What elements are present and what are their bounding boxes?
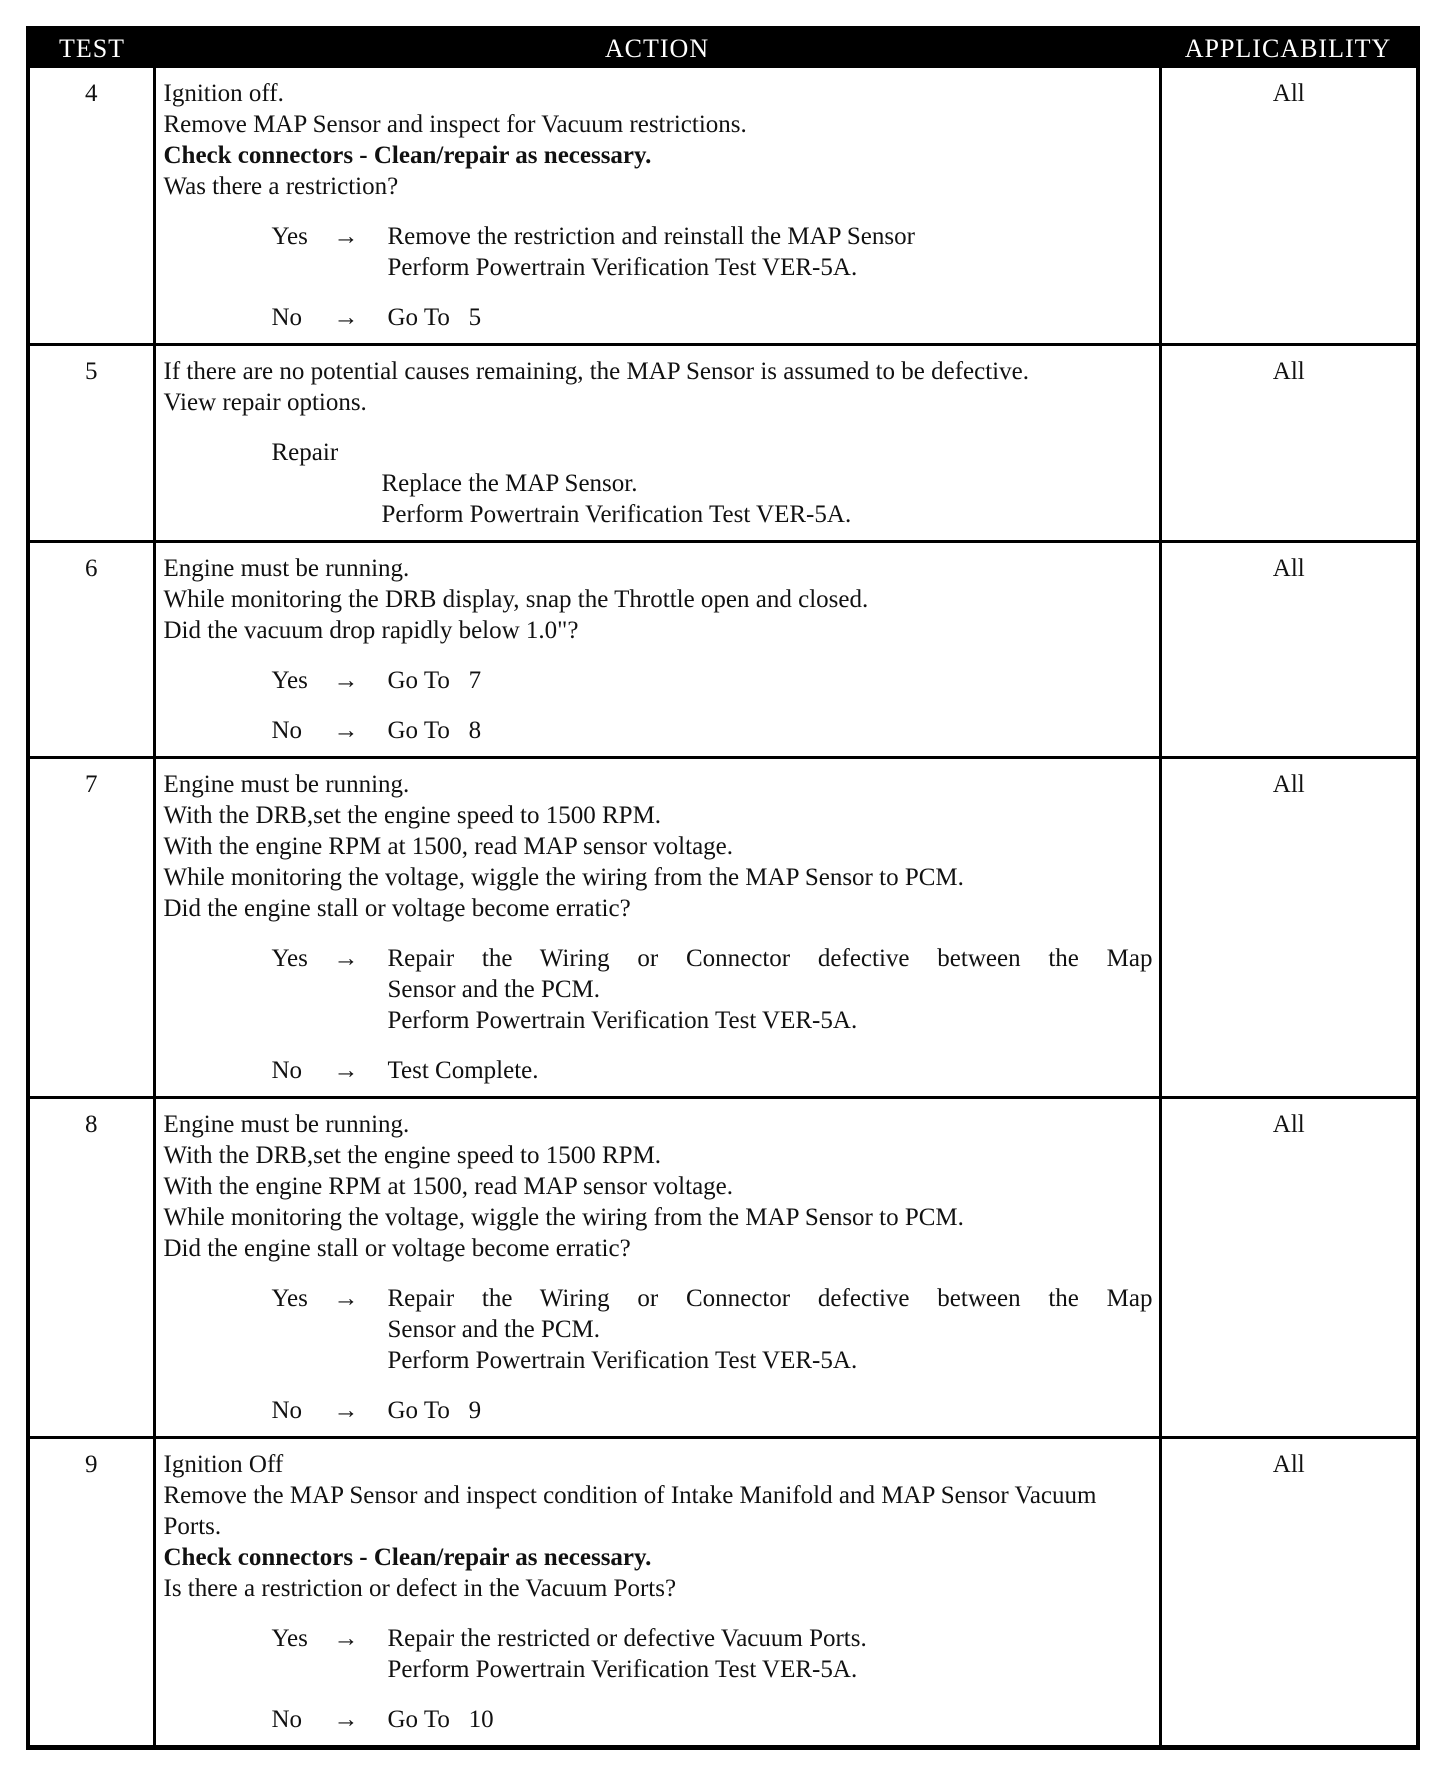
action-line: Engine must be running. — [163, 1111, 410, 1138]
repair-line: Replace the MAP Sensor. — [381, 470, 638, 497]
answer-options — [164, 1283, 1153, 1426]
action-line: Remove the MAP Sensor and inspect condition of Intake Manifold and MAP Sensor Vacuum Ports. — [163, 1482, 1097, 1540]
diagnostic-test-table — [30, 30, 1416, 1745]
option-response — [388, 943, 1153, 1036]
answer-label: No — [271, 1706, 303, 1733]
action-line: While monitoring the voltage, wiggle the wiring from the MAP Sensor to PCM. — [163, 1204, 964, 1231]
action-line: With the engine RPM at 1500, read MAP sensor voltage. — [163, 833, 734, 860]
answer-label: No — [271, 304, 303, 331]
option-no — [164, 1395, 1153, 1426]
right-arrow-icon: → — [333, 1706, 359, 1733]
action-line-bold: Check connectors - Clean/repair as necessary. — [163, 142, 652, 169]
option-yes — [164, 1623, 1153, 1685]
action-line: Ignition Off — [163, 1451, 284, 1478]
option-response — [388, 1055, 1153, 1086]
action-cell — [154, 345, 1160, 542]
option-yes — [164, 1283, 1153, 1376]
response-line: Repair the Wiring or Connector defective between the Map — [387, 945, 1153, 972]
action-cell — [154, 542, 1160, 758]
response-line: Go To 10 — [387, 1706, 494, 1733]
action-question: Was there a restriction? — [163, 173, 399, 200]
action-question: Did the engine stall or voltage become erratic? — [163, 895, 631, 922]
right-arrow-icon: → — [333, 1625, 359, 1652]
answer-options — [164, 943, 1153, 1086]
applicability-cell: All — [1160, 1438, 1416, 1746]
answer-label: Yes — [271, 945, 308, 972]
option-response — [388, 1283, 1153, 1376]
response-line: Go To 9 — [387, 1397, 482, 1424]
action-line: Ignition off. — [163, 80, 284, 107]
test-number: 9 — [30, 1438, 154, 1746]
action-line: While monitoring the DRB display, snap the Throttle open and closed. — [163, 586, 869, 613]
test-row-6 — [30, 542, 1416, 758]
response-line: Repair the restricted or defective Vacuum Ports. — [387, 1625, 867, 1652]
answer-label: Yes — [271, 223, 308, 250]
answer-options — [164, 221, 1153, 333]
option-no — [164, 302, 1153, 333]
action-line: Engine must be running. — [163, 771, 410, 798]
option-no — [164, 1055, 1153, 1086]
action-line: If there are no potential causes remaining, the MAP Sensor is assumed to be defective. — [163, 358, 1029, 385]
answer-label: Yes — [271, 1625, 308, 1652]
action-question: Did the vacuum drop rapidly below 1.0"? — [163, 617, 579, 644]
answer-label: No — [271, 1057, 303, 1084]
option-response — [388, 665, 1153, 696]
option-no — [164, 715, 1153, 746]
answer-options — [164, 665, 1153, 746]
action-question: Is there a restriction or defect in the Vacuum Ports? — [163, 1575, 677, 1602]
action-line-bold: Check connectors - Clean/repair as necessary. — [163, 1544, 652, 1571]
header-action: ACTION — [154, 30, 1160, 68]
right-arrow-icon: → — [333, 1285, 359, 1312]
test-row-7 — [30, 758, 1416, 1098]
action-cell — [154, 758, 1160, 1098]
repair-options — [164, 437, 1153, 530]
header-applicability: APPLICABILITY — [1160, 30, 1416, 68]
response-line: Remove the restriction and reinstall the MAP Sensor — [387, 223, 915, 250]
right-arrow-icon: → — [333, 1057, 359, 1084]
answer-label: Yes — [271, 667, 308, 694]
option-yes — [164, 665, 1153, 696]
response-line: Sensor and the PCM. — [387, 976, 600, 1003]
repair-label: Repair — [271, 439, 339, 466]
response-line: Perform Powertrain Verification Test VER-5A. — [387, 1656, 858, 1683]
action-line: With the DRB,set the engine speed to 1500 RPM. — [163, 802, 662, 829]
response-line: Go To 7 — [387, 667, 482, 694]
applicability-cell: All — [1160, 345, 1416, 542]
option-response — [388, 221, 1153, 283]
response-line: Perform Powertrain Verification Test VER-5A. — [387, 1347, 858, 1374]
action-line: View repair options. — [163, 389, 367, 416]
test-number: 4 — [30, 68, 154, 345]
test-row-5 — [30, 345, 1416, 542]
response-line: Perform Powertrain Verification Test VER-5A. — [387, 1007, 858, 1034]
action-line: Engine must be running. — [163, 555, 410, 582]
option-no — [164, 1704, 1153, 1735]
option-response — [388, 1704, 1153, 1735]
test-row-9 — [30, 1438, 1416, 1746]
right-arrow-icon: → — [333, 304, 359, 331]
repair-steps — [272, 468, 1153, 530]
header-test: TEST — [30, 30, 154, 68]
right-arrow-icon: → — [333, 223, 359, 250]
test-number: 5 — [30, 345, 154, 542]
option-yes — [164, 943, 1153, 1036]
option-yes — [164, 221, 1153, 283]
option-response — [388, 715, 1153, 746]
action-cell — [154, 1098, 1160, 1438]
diagnostic-table-sheet — [26, 26, 1420, 1750]
right-arrow-icon: → — [333, 667, 359, 694]
action-question: Did the engine stall or voltage become erratic? — [163, 1235, 631, 1262]
applicability-cell: All — [1160, 542, 1416, 758]
response-line: Sensor and the PCM. — [387, 1316, 600, 1343]
response-line: Repair the Wiring or Connector defective between the Map — [387, 1285, 1153, 1312]
answer-label: No — [271, 717, 303, 744]
test-row-4 — [30, 68, 1416, 345]
table-header-row — [30, 30, 1416, 68]
option-response — [388, 1623, 1153, 1685]
applicability-cell: All — [1160, 758, 1416, 1098]
test-number: 8 — [30, 1098, 154, 1438]
option-response — [388, 302, 1153, 333]
option-response — [388, 1395, 1153, 1426]
answer-label: No — [271, 1397, 303, 1424]
applicability-cell: All — [1272, 80, 1305, 107]
repair-line: Perform Powertrain Verification Test VER-5A. — [381, 501, 852, 528]
right-arrow-icon: → — [333, 717, 359, 744]
action-line: Remove MAP Sensor and inspect for Vacuum restrictions. — [163, 111, 747, 138]
test-number: 6 — [30, 542, 154, 758]
answer-options — [164, 1623, 1153, 1735]
answer-label: Yes — [271, 1285, 308, 1312]
response-line: Go To 8 — [387, 717, 482, 744]
right-arrow-icon: → — [333, 945, 359, 972]
response-line: Go To 5 — [387, 304, 482, 331]
response-line: Test Complete. — [387, 1057, 539, 1084]
right-arrow-icon: → — [333, 1397, 359, 1424]
response-line: Perform Powertrain Verification Test VER-5A. — [387, 254, 858, 281]
action-line: With the engine RPM at 1500, read MAP sensor voltage. — [163, 1173, 734, 1200]
action-cell — [154, 1438, 1160, 1746]
applicability-cell: All — [1160, 1098, 1416, 1438]
test-number: 7 — [30, 758, 154, 1098]
action-line: With the DRB,set the engine speed to 1500 RPM. — [163, 1142, 662, 1169]
action-cell — [154, 68, 1160, 345]
action-line: While monitoring the voltage, wiggle the wiring from the MAP Sensor to PCM. — [163, 864, 964, 891]
test-row-8 — [30, 1098, 1416, 1438]
